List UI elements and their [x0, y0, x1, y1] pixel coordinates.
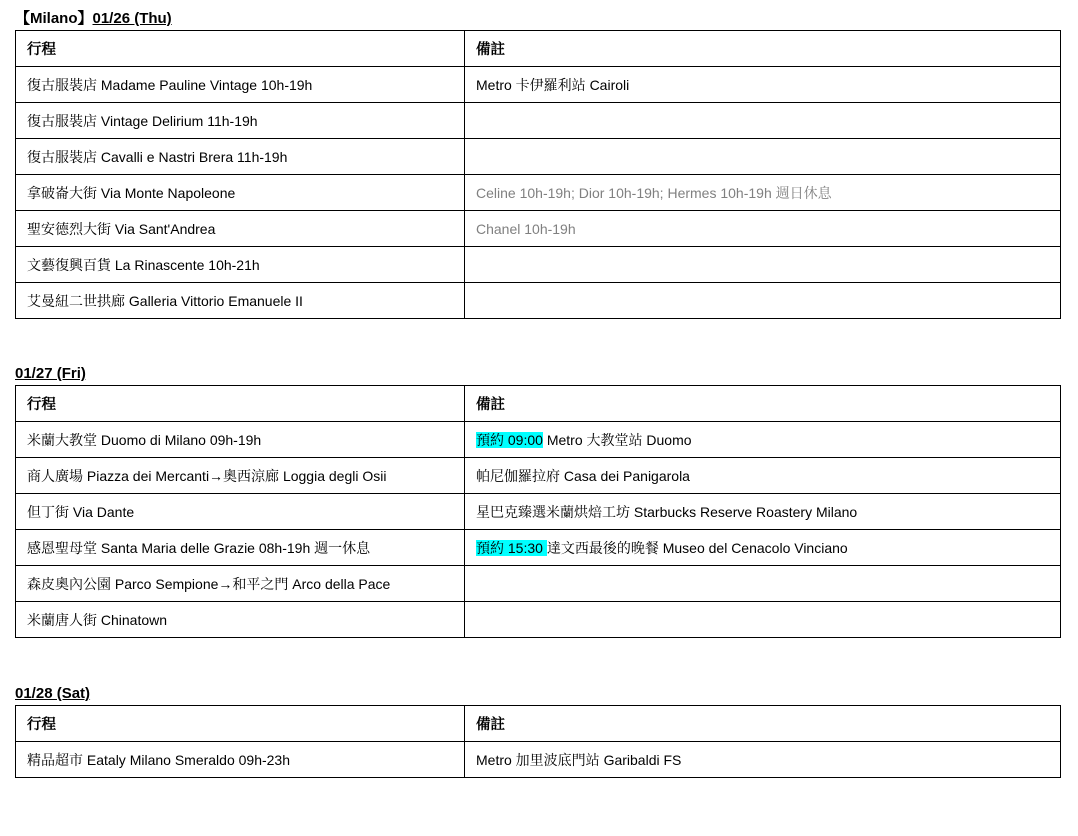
table-row: [16, 247, 1061, 283]
notes-cell: [465, 103, 1061, 139]
section-spacer: [15, 638, 1060, 683]
notes-cell: [465, 602, 1061, 638]
schedule-cell: 復古服裝店 Cavalli e Nastri Brera 11h-19h: [16, 139, 465, 175]
schedule-cell: 但丁街 Via Dante: [16, 494, 465, 530]
notes-cell: [465, 247, 1061, 283]
table-row: [16, 458, 1061, 494]
day-heading-0127: [15, 363, 1060, 385]
table-row: [16, 566, 1061, 602]
notes-cell: [465, 283, 1061, 319]
schedule-cell: 拿破崙大街 Via Monte Napoleone: [16, 175, 465, 211]
table-row: [16, 602, 1061, 638]
notes-cell: [465, 566, 1061, 602]
schedule-cell: 米蘭大教堂 Duomo di Milano 09h-19h: [16, 422, 465, 458]
notes-cell: [465, 139, 1061, 175]
notes-cell: Metro 加里波底門站 Garibaldi FS: [465, 742, 1061, 778]
notes-cell: Chanel 10h-19h: [465, 211, 1061, 247]
schedule-cell: 聖安德烈大街 Via Sant'Andrea: [16, 211, 465, 247]
table-header-row: [16, 706, 1061, 742]
table-row: [16, 422, 1061, 458]
table-row: [16, 494, 1061, 530]
schedule-column-header: 行程: [16, 706, 465, 742]
schedule-column-header: 行程: [16, 31, 465, 67]
notes-cell: 帕尼伽羅拉府 Casa dei Panigarola: [465, 458, 1061, 494]
section-spacer: [15, 319, 1060, 363]
table-row: [16, 67, 1061, 103]
schedule-column-header: 行程: [16, 386, 465, 422]
notes-text: Metro 大教堂站 Duomo: [542, 431, 692, 448]
city-label: 【Milano】: [15, 10, 93, 27]
date-label: 01/27 (Fri): [15, 365, 86, 382]
table-row: [16, 283, 1061, 319]
schedule-cell: 精品超市 Eataly Milano Smeraldo 09h-23h: [16, 742, 465, 778]
table-row: [16, 103, 1061, 139]
notes-column-header: 備註: [465, 31, 1061, 67]
notes-column-header: 備註: [465, 386, 1061, 422]
notes-cell: [465, 422, 1061, 458]
schedule-cell: 艾曼紐二世拱廊 Galleria Vittorio Emanuele II: [16, 283, 465, 319]
schedule-cell: 商人廣場 Piazza dei Mercanti→奧西涼廊 Loggia degli Osii: [16, 458, 465, 494]
table-row: [16, 139, 1061, 175]
reservation-highlight: 預約 15:30: [476, 539, 547, 556]
notes-cell: 星巴克臻選米蘭烘焙工坊 Starbucks Reserve Roastery Milano: [465, 494, 1061, 530]
table-row: [16, 211, 1061, 247]
day-heading-0126: [15, 8, 1060, 30]
notes-text: 達文西最後的晚餐 Museo del Cenacolo Vinciano: [546, 539, 848, 556]
notes-cell: [465, 530, 1061, 566]
notes-cell: Celine 10h-19h; Dior 10h-19h; Hermes 10h-19h 週日休息: [465, 175, 1061, 211]
schedule-cell: 文藝復興百貨 La Rinascente 10h-21h: [16, 247, 465, 283]
date-label: 01/28 (Sat): [15, 685, 91, 702]
schedule-table-0127: [15, 385, 1061, 638]
table-header-row: [16, 31, 1061, 67]
schedule-cell: 米蘭唐人街 Chinatown: [16, 602, 465, 638]
schedule-cell: 復古服裝店 Vintage Delirium 11h-19h: [16, 103, 465, 139]
schedule-cell: 感恩聖母堂 Santa Maria delle Grazie 08h-19h 週一休息: [16, 530, 465, 566]
itinerary-page: [15, 8, 1060, 778]
table-row: [16, 175, 1061, 211]
schedule-table-0128: [15, 705, 1061, 778]
reservation-highlight: 預約 09:00: [476, 431, 543, 448]
table-row: [16, 742, 1061, 778]
table-header-row: [16, 386, 1061, 422]
table-row: [16, 530, 1061, 566]
schedule-cell: 復古服裝店 Madame Pauline Vintage 10h-19h: [16, 67, 465, 103]
schedule-table-0126: [15, 30, 1061, 319]
day-heading-0128: [15, 683, 1060, 705]
date-label: 01/26 (Thu): [92, 10, 172, 27]
notes-cell: Metro 卡伊羅利站 Cairoli: [465, 67, 1061, 103]
notes-column-header: 備註: [465, 706, 1061, 742]
schedule-cell: 森皮奧內公園 Parco Sempione→和平之門 Arco della Pace: [16, 566, 465, 602]
